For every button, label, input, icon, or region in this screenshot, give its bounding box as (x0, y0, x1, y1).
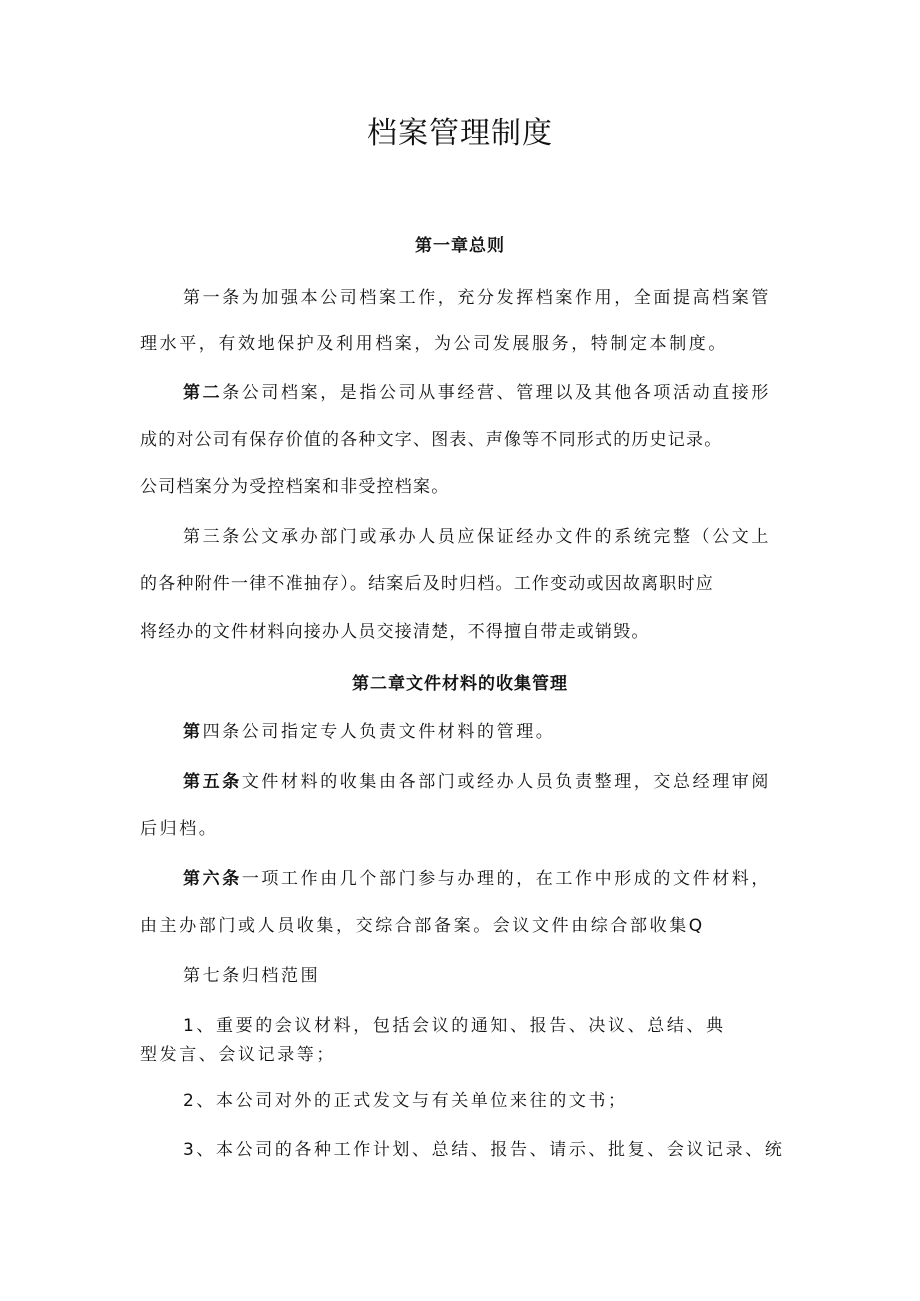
paragraph-text: 四条公司指定专人负责文件材料的管理。 (202, 722, 556, 742)
article-label: 第五条 (183, 772, 242, 792)
paragraph-line: 后归档。 (140, 819, 219, 839)
document-title: 档案管理制度 (367, 116, 553, 151)
chapter-heading: 第一章总则 (415, 236, 505, 256)
chapter-heading: 第二章文件材料的收集管理 (352, 674, 568, 694)
paragraph-line: 第一条为加强本公司档案工作，充分发挥档案作用，全面提高档案管 (183, 288, 771, 308)
paragraph-line: 第三条公文承办部门或承办人员应保证经办文件的系统完整（公文上 (183, 527, 771, 547)
paragraph-line (183, 380, 771, 406)
paragraph-line: 的各种附件一律不准抽存）。结案后及时归档。工作变动或因故离职时应 (140, 574, 714, 594)
paragraph-text: 一项工作由几个部门参与办理的，在工作中形成的文件材料， (241, 869, 772, 889)
list-item-line: 1、重要的会议材料，包括会议的通知、报告、决议、总结、典 (183, 1016, 726, 1036)
list-item-line: 型发言、会议记录等； (140, 1045, 336, 1065)
paragraph-line (183, 719, 555, 745)
paragraph-text: 条公司档案，是指公司从事经营、管理以及其他各项活动直接形 (222, 383, 772, 403)
paragraph-text: 文件材料的收集由各部门或经办人员负责整理，交总经理审阅 (241, 772, 772, 792)
paragraph-line: 理水平，有效地保护及利用档案，为公司发展服务，特制定本制度。 (140, 334, 728, 354)
paragraph-line (183, 866, 771, 892)
paragraph-line: 由主办部门或人员收集，交综合部备案。会议文件由综合部收集Q (140, 916, 705, 936)
paragraph-line: 第七条归档范围 (183, 966, 321, 986)
list-item-line: 2、本公司对外的正式发文与有关单位来往的文书； (183, 1091, 628, 1111)
article-label: 第二 (183, 383, 223, 403)
article-label: 第 (183, 722, 203, 742)
article-label: 第六条 (183, 869, 242, 889)
paragraph-line: 成的对公司有保存价值的各种文字、图表、声像等不同形式的历史记录。 (140, 430, 723, 450)
paragraph-line: 公司档案分为受控档案和非受控档案。 (140, 477, 450, 497)
paragraph-line (183, 769, 771, 795)
paragraph-line: 将经办的文件材料向接办人员交接清楚，不得擅自带走或销毁。 (140, 622, 650, 642)
list-item-line: 3、本公司的各种工作计划、总结、报告、请示、批复、会议记录、统 (183, 1140, 785, 1160)
